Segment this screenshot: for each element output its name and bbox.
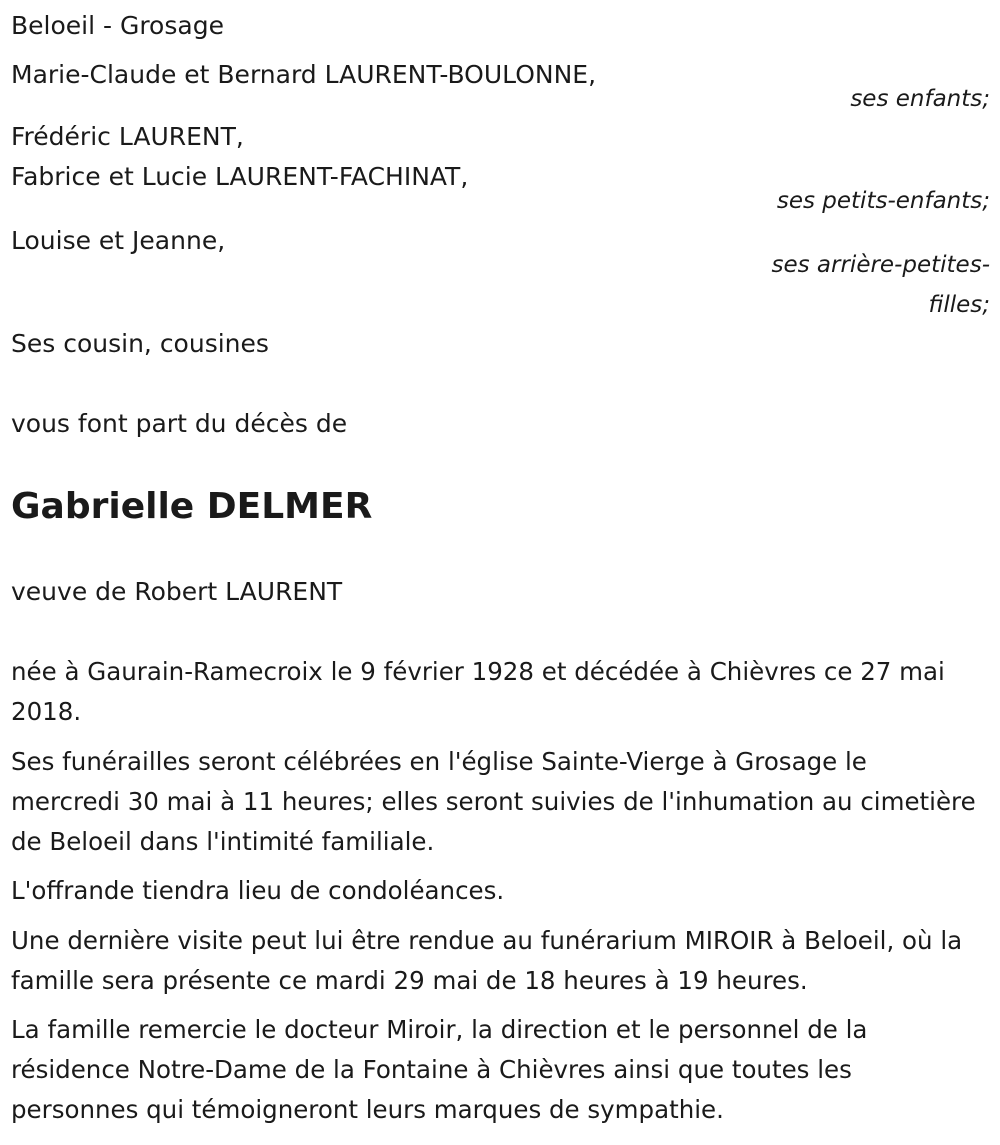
grandchildren-role: ses petits-enfants;: [776, 188, 990, 214]
thanks-paragraph: La famille remercie le docteur Miroir, la direction et le personnel de la résidence Notre-Dame de la Fontaine à Chièvres ainsi que toutes les personnes qui témoigneront leurs marques de sympathie.: [11, 1015, 868, 1124]
location-header: Beloeil - Grosage: [11, 11, 224, 40]
visit-paragraph: Une dernière visite peut lui être rendue au funérarium MIROIR à Beloeil, où la famille sera présente ce mardi 29 mai de 18 heures à 19 heures.: [11, 926, 963, 995]
great-grandchildren-role-line2: filles;: [928, 292, 990, 318]
children-names: Marie-Claude et Bernard LAURENT-BOULONNE,: [11, 60, 597, 89]
announcement-intro: vous font part du décès de: [11, 409, 348, 438]
birth-death-paragraph: née à Gaurain-Ramecroix le 9 février 1928 et décédée à Chièvres ce 27 mai 2018.: [11, 657, 945, 726]
offering-paragraph: L'offrande tiendra lieu de condoléances.: [11, 876, 505, 905]
widow-of-line: veuve de Robert LAURENT: [11, 577, 343, 606]
great-grandchildren-names: Louise et Jeanne,: [11, 226, 226, 255]
deceased-name: Gabrielle DELMER: [11, 486, 373, 527]
cousins-line: Ses cousin, cousines: [11, 329, 269, 358]
grandchild-names: Fabrice et Lucie LAURENT-FACHINAT,: [11, 162, 469, 191]
funeral-paragraph: Ses funérailles seront célébrées en l'église Sainte-Vierge à Grosage le mercredi 30 mai à 11 heures; elles seront suivies de l'inhumation au cimetière de Beloeil dans l'intimité familiale.: [11, 747, 976, 856]
great-grandchildren-role-line1: ses arrière-petites-: [771, 252, 990, 278]
grandchild-name: Frédéric LAURENT,: [11, 122, 244, 151]
children-role: ses enfants;: [850, 86, 990, 112]
